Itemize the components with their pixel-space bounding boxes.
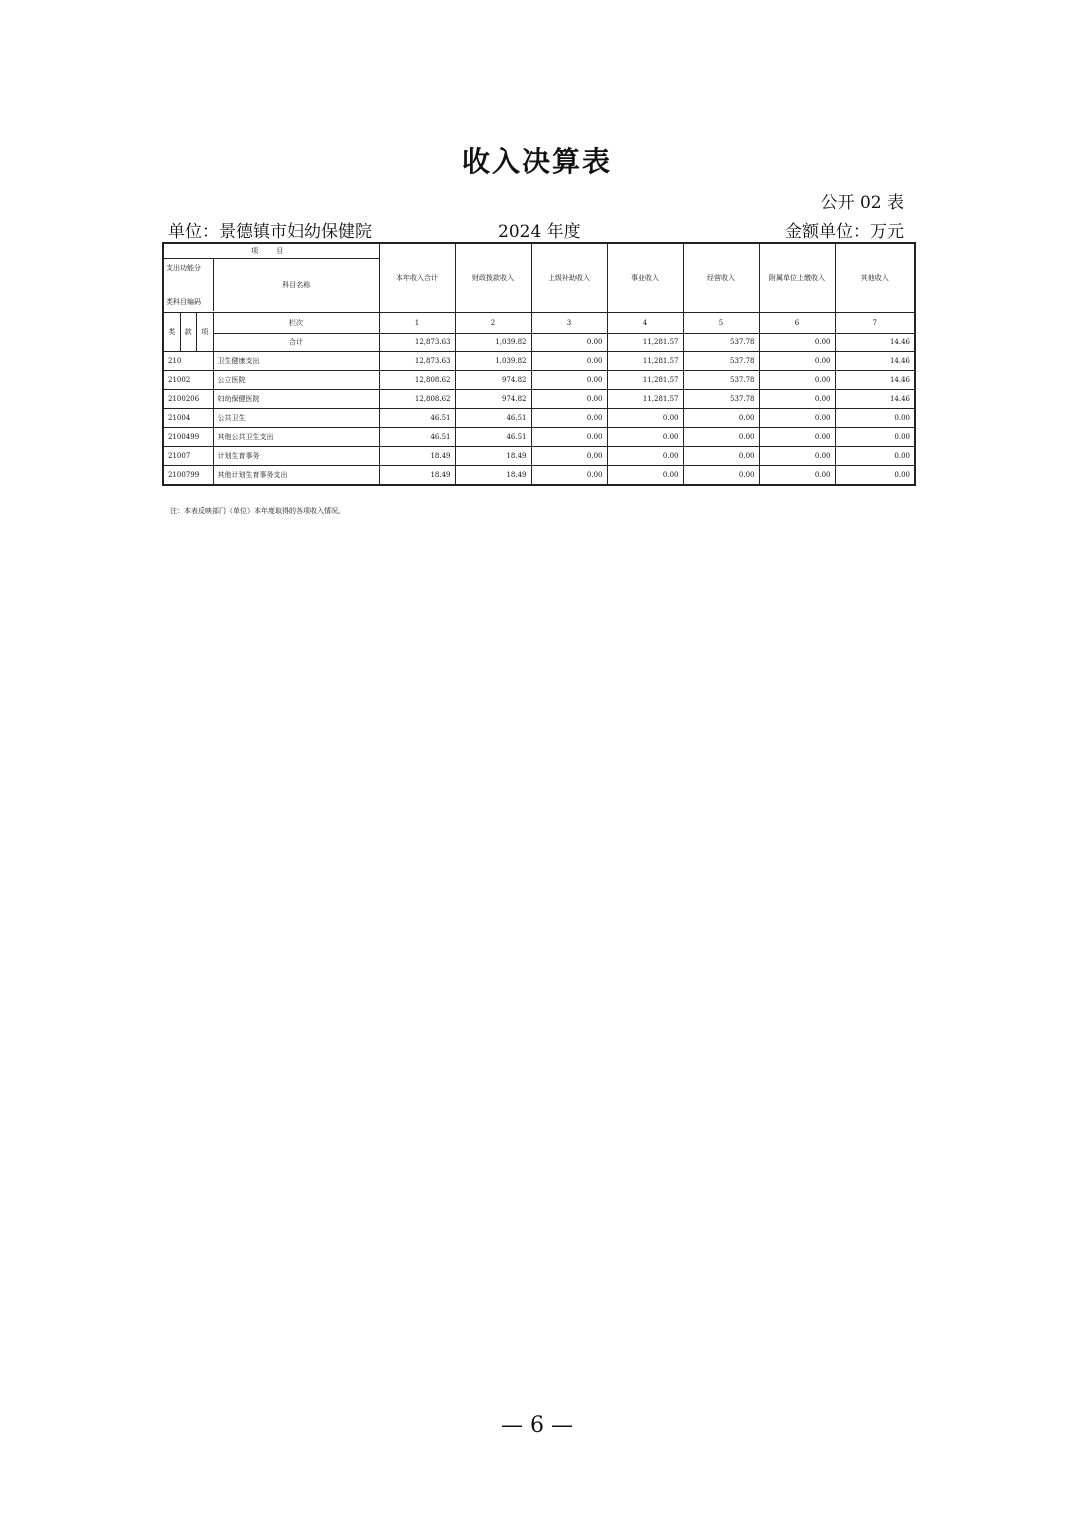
col-num-2: 2	[455, 313, 531, 334]
reporting-unit: 单位：景德镇市妇幼保健院	[168, 222, 372, 242]
row-value: 0.00	[531, 428, 607, 447]
row-value: 12,808.62	[379, 371, 455, 390]
row-value: 0.00	[531, 371, 607, 390]
row-value: 0.00	[607, 409, 683, 428]
row-name: 公立医院	[213, 371, 379, 390]
row-value: 46.51	[455, 409, 531, 428]
row-value: 0.00	[759, 409, 835, 428]
row-name: 计划生育事务	[213, 447, 379, 466]
row-value: 0.00	[607, 447, 683, 466]
table-row	[163, 466, 915, 486]
row-value: 0.00	[835, 428, 915, 447]
subject-name-header: 科目名称	[282, 280, 311, 289]
col-header-6: 附属单位上缴收入	[759, 243, 835, 313]
row-value: 974.82	[455, 390, 531, 409]
project-header-cell	[163, 243, 379, 313]
row-name: 卫生健康支出	[213, 352, 379, 371]
row-value: 0.00	[835, 409, 915, 428]
total-value: 14.46	[835, 333, 915, 351]
row-value: 0.00	[531, 466, 607, 486]
page-title: 收入决算表	[461, 145, 612, 178]
row-value: 12,808.62	[379, 390, 455, 409]
table-row	[163, 371, 915, 390]
col-num-7: 7	[835, 313, 915, 334]
col-header-1: 本年收入合计	[379, 243, 455, 313]
row-name: 公共卫生	[213, 409, 379, 428]
col-header-5: 经营收入	[683, 243, 759, 313]
col-num-5: 5	[683, 313, 759, 334]
row-name: 其他计划生育事务支出	[213, 466, 379, 486]
col-header-4: 事业收入	[607, 243, 683, 313]
total-label: 合计	[213, 333, 379, 351]
table-note: 注：本表反映部门（单位）本年度取得的各项收入情况。	[170, 507, 345, 515]
row-value: 11,281.57	[607, 352, 683, 371]
row-value: 0.00	[835, 466, 915, 486]
row-value: 0.00	[759, 447, 835, 466]
row-value: 18.49	[379, 466, 455, 486]
total-value: 537.78	[683, 333, 759, 351]
row-code: 21007	[163, 447, 213, 466]
row-value: 0.00	[607, 466, 683, 486]
table-header-row	[163, 243, 915, 313]
row-value: 0.00	[531, 447, 607, 466]
income-table	[162, 242, 916, 486]
row-value: 0.00	[759, 352, 835, 371]
row-code: 2100206	[163, 390, 213, 409]
col-header-3: 上级补助收入	[531, 243, 607, 313]
row-name: 妇幼保健医院	[213, 390, 379, 409]
page-number: — 6 —	[501, 1413, 573, 1438]
col-num-6: 6	[759, 313, 835, 334]
row-value: 537.78	[683, 371, 759, 390]
col-num-3: 3	[531, 313, 607, 334]
fiscal-year: 2024 年度	[498, 222, 581, 242]
money-unit: 金额单位：万元	[785, 222, 904, 242]
row-value: 0.00	[607, 428, 683, 447]
lei-kuan-xiang-cell	[163, 313, 213, 352]
row-value: 537.78	[683, 352, 759, 371]
form-number: 公开 02 表	[820, 193, 904, 213]
func-code-label-2: 类科目编码	[166, 297, 201, 306]
row-value: 0.00	[835, 447, 915, 466]
col-num-4: 4	[607, 313, 683, 334]
total-row	[163, 333, 915, 351]
row-name: 其他公共卫生支出	[213, 428, 379, 447]
kuan-label: 款	[181, 313, 198, 351]
row-code: 210	[163, 352, 213, 371]
row-code: 2100799	[163, 466, 213, 486]
col-num-1: 1	[379, 313, 455, 334]
row-value: 0.00	[759, 390, 835, 409]
total-value: 1,039.82	[455, 333, 531, 351]
lanci-label: 栏次	[213, 313, 379, 334]
xiang-label: 项	[201, 328, 209, 336]
total-value: 11,281.57	[607, 333, 683, 351]
col-header-2: 财政拨款收入	[455, 243, 531, 313]
row-value: 14.46	[835, 352, 915, 371]
row-value: 0.00	[759, 466, 835, 486]
row-value: 11,281.57	[607, 371, 683, 390]
row-value: 0.00	[683, 447, 759, 466]
row-value: 18.49	[379, 447, 455, 466]
row-value: 11,281.57	[607, 390, 683, 409]
row-value: 974.82	[455, 371, 531, 390]
row-value: 0.00	[531, 352, 607, 371]
table-row	[163, 390, 915, 409]
table-row	[163, 428, 915, 447]
table-row	[163, 447, 915, 466]
total-value: 12,873.63	[379, 333, 455, 351]
row-value: 0.00	[683, 428, 759, 447]
total-value: 0.00	[759, 333, 835, 351]
row-value: 0.00	[683, 409, 759, 428]
row-value: 18.49	[455, 466, 531, 486]
total-value: 0.00	[531, 333, 607, 351]
func-code-label-1: 支出功能分	[166, 263, 201, 272]
table-row	[163, 409, 915, 428]
row-value: 14.46	[835, 390, 915, 409]
row-value: 0.00	[531, 409, 607, 428]
row-code: 21004	[163, 409, 213, 428]
col-header-7: 其他收入	[835, 243, 915, 313]
row-value: 46.51	[379, 428, 455, 447]
row-code: 2100499	[163, 428, 213, 447]
row-value: 537.78	[683, 390, 759, 409]
row-value: 12,873.63	[379, 352, 455, 371]
column-number-row	[163, 313, 915, 334]
row-value: 0.00	[683, 466, 759, 486]
lei-label: 类	[164, 313, 181, 351]
row-value: 0.00	[759, 371, 835, 390]
row-value: 46.51	[455, 428, 531, 447]
row-code: 21002	[163, 371, 213, 390]
row-value: 1,039.82	[455, 352, 531, 371]
row-value: 14.46	[835, 371, 915, 390]
table-row	[163, 352, 915, 371]
row-value: 0.00	[759, 428, 835, 447]
row-value: 46.51	[379, 409, 455, 428]
row-value: 0.00	[531, 390, 607, 409]
project-label: 项 目	[164, 246, 379, 259]
row-value: 18.49	[455, 447, 531, 466]
